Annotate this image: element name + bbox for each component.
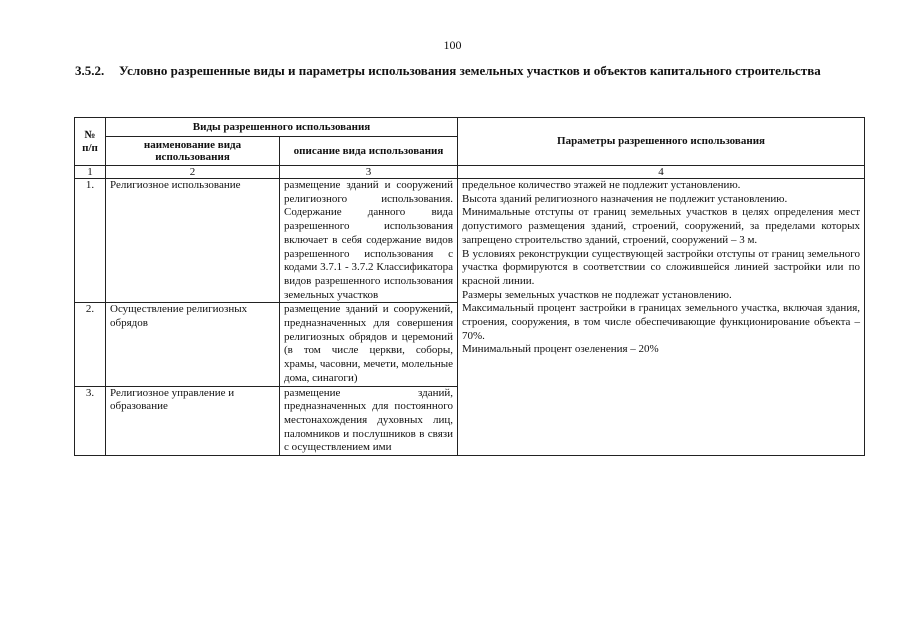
parameter-item: предельное количество этажей не подлежит установлению.: [462, 179, 741, 191]
use-parameters: [458, 179, 865, 456]
use-name: Осуществление религиозных обрядов: [106, 303, 280, 386]
parameter-item: Минимальный процент озеленения – 20%: [462, 343, 659, 356]
parameter-item: Максимальный процент застройки в границах земельного участка, включая здания, строения, сооружения, в том числе обеспечивающие функционирование объекта – 70%.: [462, 302, 861, 342]
use-name: Религиозное управление и образование: [106, 386, 280, 456]
permitted-use-table: [74, 117, 865, 456]
parameter-item: Размеры земельных участков не подлежат установлению.: [462, 288, 732, 301]
section-heading: [75, 62, 865, 79]
row-number: 3.: [75, 386, 106, 456]
row-number: 1.: [75, 179, 106, 303]
col-number-1: 1: [75, 166, 106, 179]
header-num: № п/п: [75, 118, 106, 166]
page-number: 100: [443, 38, 462, 52]
section-title: Условно разрешенные виды и параметры использования земельных участков и объектов капитального строительства: [119, 63, 821, 78]
row-number: 2.: [75, 303, 106, 386]
header-types-group: Виды разрешенного использования: [106, 118, 458, 137]
parameter-item: Высота зданий религиозного назначения не подлежит установлению.: [462, 192, 788, 205]
use-description: размещение зданий и сооружений религиозного использования. Содержание данного вида разрешенного использования включает в себя содержание видов разрешенного использования с кодами 3.7.1 - 3.7.2 Классификатора видов разрешенного использования земельных участков: [280, 179, 458, 303]
use-description: размещение зданий и сооружений, предназначенных для совершения религиозных обрядов и церемоний (в том числе церкви, соборы, храмы, часовни, мечети, молельные дома, синагоги): [280, 303, 458, 386]
section-number: 3.5.2.: [75, 63, 105, 78]
header-desc-col: описание вида использования: [280, 137, 458, 166]
parameter-item: В условиях реконструкции существующей застройки отступы от границ земельного участка формируются в соответствии со сложившейся линией застройки или по красной линии.: [462, 247, 861, 287]
parameter-item: Минимальные отступы от границ земельных участков в целях определения мест допустимого размещения зданий, строений, сооружений, за пределами которых запрещено строительство зданий, строений, сооружений – 3 м.: [462, 206, 861, 246]
col-number-2: 2: [106, 166, 280, 179]
col-number-4: 4: [458, 166, 865, 179]
header-params: Параметры разрешенного использования: [458, 118, 865, 166]
header-name-col: наименование вида использования: [106, 137, 280, 166]
table-row: [75, 179, 865, 303]
col-number-3: 3: [280, 166, 458, 179]
use-description: размещение зданий, предназначенных для постоянного местонахождения духовных лиц, паломников и послушников в связи с осуществлением ими: [280, 386, 458, 456]
use-name: Религиозное использование: [106, 179, 280, 303]
